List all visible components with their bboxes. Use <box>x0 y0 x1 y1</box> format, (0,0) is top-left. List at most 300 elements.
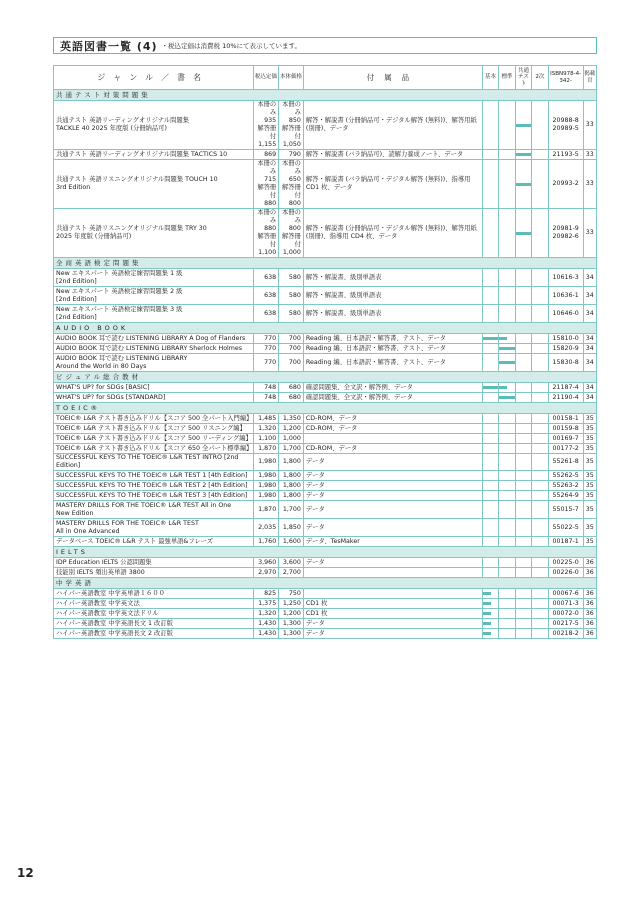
page-ref: 35 <box>583 454 596 471</box>
level-common-test <box>515 150 531 160</box>
level-standard <box>499 383 515 393</box>
attachments: 解答・解説書、級別単語表 <box>303 269 482 287</box>
page-title: 英語図書一覧 (4) <box>60 39 158 53</box>
level-second-exam <box>532 471 548 481</box>
tax-price: 2,035 <box>253 519 279 537</box>
base-price: 1,600 <box>279 537 304 547</box>
base-price: 1,300 <box>279 629 304 639</box>
level-standard <box>499 393 515 403</box>
book-title: SUCCESSFUL KEYS TO THE TOEIC® L&R TEST INTRO [2nd Edition] <box>54 454 254 471</box>
book-title: 共通テスト 英語リスニングオリジナル問題集 TOUCH 10 3rd Edition <box>54 160 254 209</box>
category-row <box>54 547 597 558</box>
level-common-test <box>515 344 531 354</box>
level-bar <box>499 386 507 389</box>
base-price: 1,350 <box>279 414 304 424</box>
base-price: 1,800 <box>279 491 304 501</box>
table-row <box>54 599 597 609</box>
table-row <box>54 619 597 629</box>
tax-price: 638 <box>253 305 279 323</box>
level-second-exam <box>532 424 548 434</box>
tax-price: 本冊のみ 935 解答冊付 1,155 <box>253 101 279 150</box>
header-basic: 基本 <box>482 66 498 90</box>
header-standard: 標準 <box>499 66 515 90</box>
category-row <box>54 90 597 101</box>
level-standard <box>499 599 515 609</box>
attachments: データ <box>303 619 482 629</box>
category-label: IELTS <box>54 547 597 558</box>
isbn: 20988-8 20989-5 <box>548 101 583 150</box>
base-price: 700 <box>279 334 304 344</box>
tax-price: 770 <box>253 344 279 354</box>
table-row <box>54 334 597 344</box>
table-row <box>54 454 597 471</box>
base-price: 1,700 <box>279 444 304 454</box>
tax-price: 770 <box>253 354 279 372</box>
table-row <box>54 558 597 568</box>
table-row <box>54 393 597 403</box>
category-row <box>54 372 597 383</box>
level-basic <box>482 209 498 258</box>
attachments: データ <box>303 481 482 491</box>
attachments: CD-ROM、データ <box>303 424 482 434</box>
book-title: TOEIC® L&R テスト書き込みドリル【スコア 500 リスニング編】 <box>54 424 254 434</box>
table-header-row <box>54 66 597 90</box>
category-label: 中学英語 <box>54 578 597 589</box>
attachments: Reading 編、日本語訳・解答書、テスト、データ <box>303 344 482 354</box>
level-common-test <box>515 334 531 344</box>
tax-price: 本冊のみ 880 解答冊付 1,100 <box>253 209 279 258</box>
attachments: 解答・解説書 (バラ納品可)、読解力養成ノート、データ <box>303 150 482 160</box>
level-standard <box>499 269 515 287</box>
level-standard <box>499 444 515 454</box>
book-title: 共通テスト 英語リーディングオリジナル問題集 TACTICS 10 <box>54 150 254 160</box>
header-page: 掲載頁 <box>583 66 596 90</box>
header-base-price: 本体価格 <box>279 66 304 90</box>
level-standard <box>499 305 515 323</box>
attachments: データ <box>303 519 482 537</box>
page-ref: 34 <box>583 334 596 344</box>
tax-price: 3,960 <box>253 558 279 568</box>
page-ref: 34 <box>583 269 596 287</box>
level-common-test <box>515 393 531 403</box>
header-second-exam: 2次 <box>532 66 548 90</box>
isbn: 15830-8 <box>548 354 583 372</box>
level-bar <box>516 232 531 235</box>
level-standard <box>499 334 515 344</box>
table-row <box>54 287 597 305</box>
book-title: IDP Education IELTS 公認問題集 <box>54 558 254 568</box>
level-common-test <box>515 471 531 481</box>
attachments: CD-ROM、データ <box>303 444 482 454</box>
category-label: 共通テスト対策問題集 <box>54 90 597 101</box>
level-standard <box>499 629 515 639</box>
page-ref: 35 <box>583 444 596 454</box>
book-title: TOEIC® L&R テスト書き込みドリル【スコア 500 リーディング編】 <box>54 434 254 444</box>
level-basic <box>482 471 498 481</box>
level-standard <box>499 209 515 258</box>
tax-price: 1,320 <box>253 424 279 434</box>
level-bar <box>499 361 514 364</box>
isbn: 55263-2 <box>548 481 583 491</box>
table-row <box>54 589 597 599</box>
isbn: 55261-8 <box>548 454 583 471</box>
level-second-exam <box>532 501 548 519</box>
attachments: 解答・解説書、級別単語表 <box>303 305 482 323</box>
level-common-test <box>515 160 531 209</box>
isbn: 55015-7 <box>548 501 583 519</box>
level-second-exam <box>532 344 548 354</box>
level-second-exam <box>532 269 548 287</box>
level-basic <box>482 501 498 519</box>
level-basic <box>482 491 498 501</box>
isbn: 00169-7 <box>548 434 583 444</box>
level-second-exam <box>532 354 548 372</box>
header-common-test: 共通テスト <box>515 66 531 90</box>
book-title: AUDIO BOOK 耳で読む LISTENING LIBRARY Around the World in 80 Days <box>54 354 254 372</box>
table-row <box>54 519 597 537</box>
level-common-test <box>515 305 531 323</box>
level-second-exam <box>532 481 548 491</box>
tax-price: 869 <box>253 150 279 160</box>
level-second-exam <box>532 609 548 619</box>
level-bar <box>483 622 491 625</box>
level-common-test <box>515 589 531 599</box>
book-title: ハイパー英語教室 中学英語長文 1 改訂版 <box>54 619 254 629</box>
attachments: データ <box>303 454 482 471</box>
category-row <box>54 403 597 414</box>
page-ref: 35 <box>583 414 596 424</box>
isbn: 15810-0 <box>548 334 583 344</box>
level-bar <box>483 592 491 595</box>
table-row <box>54 537 597 547</box>
book-title: WHAT'S UP? for SDGs [STANDARD] <box>54 393 254 403</box>
level-common-test <box>515 269 531 287</box>
tax-price: 1,320 <box>253 609 279 619</box>
base-price: 1,700 <box>279 501 304 519</box>
tax-price: 748 <box>253 393 279 403</box>
page-number: 12 <box>17 866 34 880</box>
isbn: 00225-0 <box>548 558 583 568</box>
base-price: 580 <box>279 287 304 305</box>
isbn: 55262-5 <box>548 471 583 481</box>
level-second-exam <box>532 434 548 444</box>
isbn: 00067-6 <box>548 589 583 599</box>
tax-price: 2,970 <box>253 568 279 578</box>
table-row <box>54 344 597 354</box>
page-ref: 33 <box>583 101 596 150</box>
level-common-test <box>515 609 531 619</box>
isbn: 15820-9 <box>548 344 583 354</box>
level-standard <box>499 424 515 434</box>
level-basic <box>482 344 498 354</box>
level-standard <box>499 471 515 481</box>
base-price: 1,250 <box>279 599 304 609</box>
book-title: AUDIO BOOK 耳で読む LISTENING LIBRARY Sherlock Holmes <box>54 344 254 354</box>
table-row <box>54 481 597 491</box>
base-price: 1,800 <box>279 454 304 471</box>
level-second-exam <box>532 101 548 150</box>
table-row <box>54 414 597 424</box>
level-second-exam <box>532 305 548 323</box>
level-second-exam <box>532 519 548 537</box>
page-ref: 36 <box>583 609 596 619</box>
book-title: SUCCESSFUL KEYS TO THE TOEIC® L&R TEST 3 [4th Edition] <box>54 491 254 501</box>
book-title: ハイパー英語教室 中学英単語１６００ <box>54 589 254 599</box>
isbn: 00071-3 <box>548 599 583 609</box>
category-row <box>54 578 597 589</box>
level-standard <box>499 354 515 372</box>
book-title: TOEIC® L&R テスト書き込みドリル【スコア 500 全パート入門編】 <box>54 414 254 424</box>
level-second-exam <box>532 537 548 547</box>
level-basic <box>482 101 498 150</box>
isbn: 10636-1 <box>548 287 583 305</box>
category-label: TOEIC® <box>54 403 597 414</box>
level-common-test <box>515 354 531 372</box>
header-attachments: 付属品 <box>303 66 482 90</box>
level-common-test <box>515 501 531 519</box>
level-bar <box>516 124 531 127</box>
base-price: 680 <box>279 393 304 403</box>
level-standard <box>499 609 515 619</box>
table-body <box>54 90 597 639</box>
level-second-exam <box>532 334 548 344</box>
table-row <box>54 629 597 639</box>
page-ref: 34 <box>583 305 596 323</box>
level-basic <box>482 334 498 344</box>
table-row <box>54 444 597 454</box>
table-row <box>54 424 597 434</box>
table-row <box>54 150 597 160</box>
table-row <box>54 209 597 258</box>
table-row <box>54 354 597 372</box>
tax-price: 1,980 <box>253 481 279 491</box>
level-common-test <box>515 491 531 501</box>
base-price: 1,300 <box>279 619 304 629</box>
level-second-exam <box>532 287 548 305</box>
book-title: SUCCESSFUL KEYS TO THE TOEIC® L&R TEST 2 [4th Edition] <box>54 481 254 491</box>
level-standard <box>499 491 515 501</box>
category-row <box>54 323 597 334</box>
attachments: 解答・解説書 (分冊納品可・デジタル解答 (無料))、解答用紙 (別冊)、データ <box>303 101 482 150</box>
level-basic <box>482 354 498 372</box>
level-common-test <box>515 434 531 444</box>
page-title-box <box>53 37 597 54</box>
tax-note: ・税込定価は消費税 10%にて表示しています。 <box>161 42 302 50</box>
attachments: 解答・解説書 (分冊納品可・デジタル解答 (無料))、解答用紙 (別冊)、指導用 CD4 枚、データ <box>303 209 482 258</box>
book-title: データベース TOEIC® L&R テスト 最強単語&フレーズ <box>54 537 254 547</box>
base-price: 本冊のみ 650 解答冊付 800 <box>279 160 304 209</box>
attachments <box>303 434 482 444</box>
attachments: CD1 枚 <box>303 609 482 619</box>
table-row <box>54 305 597 323</box>
book-title: New エキスパート 英語検定練習問題集 2 級 [2nd Edition] <box>54 287 254 305</box>
page-ref: 34 <box>583 287 596 305</box>
level-common-test <box>515 599 531 609</box>
level-basic <box>482 481 498 491</box>
level-second-exam <box>532 444 548 454</box>
level-bar <box>483 632 491 635</box>
level-basic <box>482 287 498 305</box>
level-basic <box>482 414 498 424</box>
table-row <box>54 471 597 481</box>
level-basic <box>482 519 498 537</box>
level-standard <box>499 454 515 471</box>
page-ref: 36 <box>583 629 596 639</box>
base-price: 1,800 <box>279 481 304 491</box>
book-title: ハイパー英語教室 中学英語長文 2 改訂版 <box>54 629 254 639</box>
level-standard <box>499 619 515 629</box>
level-basic <box>482 383 498 393</box>
level-second-exam <box>532 160 548 209</box>
category-row <box>54 258 597 269</box>
page-ref: 35 <box>583 434 596 444</box>
page-ref: 35 <box>583 491 596 501</box>
page-ref: 35 <box>583 481 596 491</box>
isbn: 10646-0 <box>548 305 583 323</box>
level-basic <box>482 619 498 629</box>
level-standard <box>499 501 515 519</box>
book-title: ハイパー英語教室 中学英文法 <box>54 599 254 609</box>
level-basic <box>482 609 498 619</box>
attachments: データ <box>303 558 482 568</box>
tax-price: 1,980 <box>253 471 279 481</box>
page-ref: 35 <box>583 501 596 519</box>
level-standard <box>499 481 515 491</box>
level-basic <box>482 629 498 639</box>
tax-price: 1,870 <box>253 501 279 519</box>
book-title: SUCCESSFUL KEYS TO THE TOEIC® L&R TEST 1 [4th Edition] <box>54 471 254 481</box>
tax-price: 1,870 <box>253 444 279 454</box>
level-bar <box>516 183 531 186</box>
category-label: 全商英語検定問題集 <box>54 258 597 269</box>
level-common-test <box>515 444 531 454</box>
tax-price: 1,980 <box>253 491 279 501</box>
level-standard <box>499 537 515 547</box>
level-common-test <box>515 537 531 547</box>
book-title: 共通テスト 英語リーディングオリジナル問題集 TACKLE 40 2025 年度版 (分冊納品可) <box>54 101 254 150</box>
level-second-exam <box>532 599 548 609</box>
header-isbn: ISBN978-4-342- <box>548 66 583 90</box>
isbn: 10616-3 <box>548 269 583 287</box>
page-ref: 35 <box>583 537 596 547</box>
base-price: 580 <box>279 269 304 287</box>
isbn: 00226-0 <box>548 568 583 578</box>
book-title: 共通テスト 英語リスニングオリジナル問題集 TRY 30 2025 年度版 (分冊納品可) <box>54 209 254 258</box>
attachments: データ <box>303 471 482 481</box>
level-bar <box>499 347 514 350</box>
level-common-test <box>515 568 531 578</box>
base-price: 本冊のみ 850 解答冊付 1,050 <box>279 101 304 150</box>
isbn: 00218-2 <box>548 629 583 639</box>
level-standard <box>499 519 515 537</box>
level-common-test <box>515 454 531 471</box>
book-title: 技能別 IELTS 頻出英単語 3800 <box>54 568 254 578</box>
level-common-test <box>515 481 531 491</box>
level-second-exam <box>532 568 548 578</box>
level-common-test <box>515 287 531 305</box>
attachments: 確認問題集、全文訳・解答例、データ <box>303 393 482 403</box>
table-row <box>54 160 597 209</box>
tax-price: 770 <box>253 334 279 344</box>
page-ref: 36 <box>583 568 596 578</box>
book-table <box>53 65 597 639</box>
level-common-test <box>515 424 531 434</box>
isbn: 00187-1 <box>548 537 583 547</box>
table-row <box>54 101 597 150</box>
level-second-exam <box>532 491 548 501</box>
level-second-exam <box>532 414 548 424</box>
isbn: 21187-4 <box>548 383 583 393</box>
isbn: 00217-5 <box>548 619 583 629</box>
base-price: 750 <box>279 589 304 599</box>
book-title: New エキスパート 英語検定練習問題集 1 級 [2nd Edition] <box>54 269 254 287</box>
tax-price: 1,100 <box>253 434 279 444</box>
book-title: New エキスパート 英語検定練習問題集 3 級 [2nd Edition] <box>54 305 254 323</box>
table-row <box>54 269 597 287</box>
tax-price: 1,485 <box>253 414 279 424</box>
level-second-exam <box>532 454 548 471</box>
level-standard <box>499 414 515 424</box>
base-price: 3,600 <box>279 558 304 568</box>
level-bar <box>499 337 507 340</box>
tax-price: 1,430 <box>253 619 279 629</box>
level-basic <box>482 537 498 547</box>
header-tax-price: 税込定価 <box>253 66 279 90</box>
level-basic <box>482 305 498 323</box>
level-common-test <box>515 519 531 537</box>
attachments: CD1 枚 <box>303 599 482 609</box>
attachments: データ、TesMaker <box>303 537 482 547</box>
page-ref: 36 <box>583 599 596 609</box>
level-second-exam <box>532 393 548 403</box>
base-price: 本冊のみ 800 解答冊付 1,000 <box>279 209 304 258</box>
tax-price: 748 <box>253 383 279 393</box>
page-ref: 33 <box>583 160 596 209</box>
attachments: Reading 編、日本語訳・解答書、テスト、データ <box>303 354 482 372</box>
level-standard <box>499 558 515 568</box>
table-row <box>54 383 597 393</box>
base-price: 2,700 <box>279 568 304 578</box>
isbn: 21190-4 <box>548 393 583 403</box>
level-bar <box>516 153 531 156</box>
attachments <box>303 589 482 599</box>
page-ref: 35 <box>583 471 596 481</box>
category-label: AUDIO BOOK <box>54 323 597 334</box>
level-bar <box>483 602 491 605</box>
book-title: WHAT'S UP? for SDGs [BASIC] <box>54 383 254 393</box>
level-second-exam <box>532 558 548 568</box>
level-bar <box>499 396 514 399</box>
table-row <box>54 609 597 619</box>
level-common-test <box>515 629 531 639</box>
level-standard <box>499 434 515 444</box>
level-basic <box>482 424 498 434</box>
base-price: 1,200 <box>279 424 304 434</box>
level-second-exam <box>532 383 548 393</box>
page-ref: 34 <box>583 383 596 393</box>
level-common-test <box>515 209 531 258</box>
attachments: データ <box>303 491 482 501</box>
level-basic <box>482 434 498 444</box>
base-price: 790 <box>279 150 304 160</box>
level-standard <box>499 344 515 354</box>
level-basic <box>482 599 498 609</box>
page-ref: 36 <box>583 619 596 629</box>
level-basic <box>482 269 498 287</box>
level-basic <box>482 568 498 578</box>
level-bar <box>483 337 498 340</box>
level-bar <box>483 612 491 615</box>
